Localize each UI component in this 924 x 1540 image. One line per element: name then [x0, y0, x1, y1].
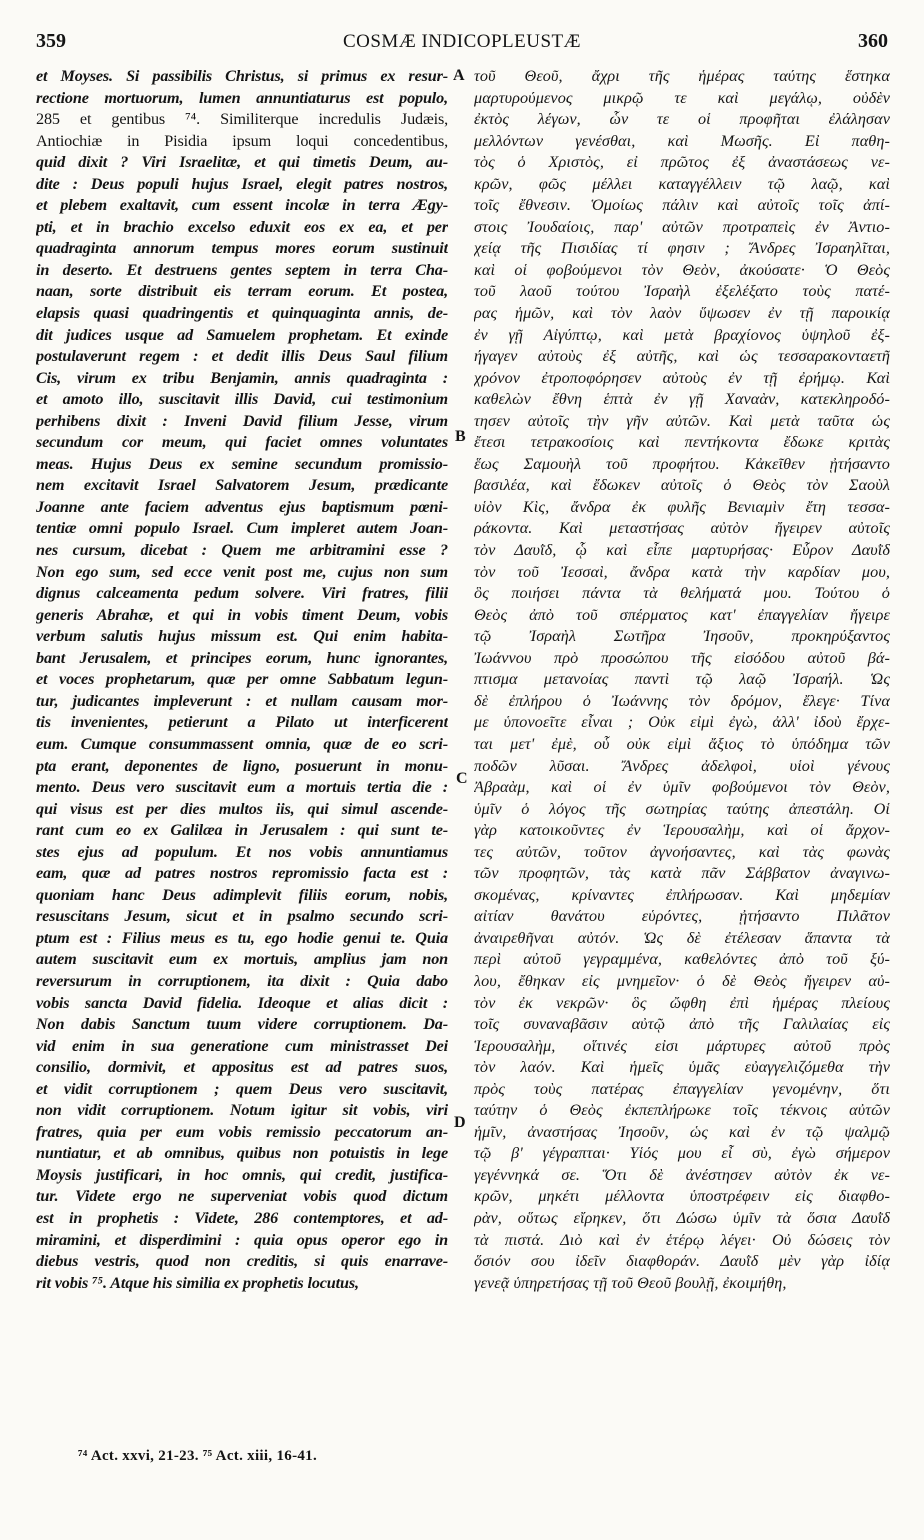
latin-column — [36, 66, 448, 1442]
greek-line: πτισμα μετανοίας παντὶ τῷ λαῷ Ἰσραήλ. Ὡς — [474, 670, 890, 689]
greek-line: κρῶν, φῶς μέλλει καταγγέλλειν τῷ λαῷ, καὶ — [474, 174, 890, 193]
latin-line: vobis sancta David fidelia. Ideoque et alias dicit : — [36, 993, 448, 1012]
greek-line: τοῖς συναναβᾶσιν αὐτῷ ἀπὸ τῆς Γαλιλαίας εἰς — [474, 1015, 890, 1034]
latin-line: et plebem exaltavit, cum essent incolæ in terra Ægy- — [36, 196, 448, 215]
greek-line: ὑμῖν ὁ λόγος τῆς σωτηρίας ταύτης ἀπεστάλη. Οἱ — [474, 799, 890, 818]
greek-line: ὃς ποιήσει πάντα τὰ θελήματά μου. Τούτου ὁ — [474, 584, 890, 603]
greek-line: γὰρ κατοικοῦντες ἐν Ἱερουσαλὴμ, καὶ οἱ ἄρχον- — [474, 821, 890, 840]
latin-line: consilio, dormivit, et appositus est ad patres suos, — [36, 1058, 448, 1077]
greek-line: ρὰν, οὕτως εἴρηκεν, ὅτι Δώσω ὑμῖν τὰ ὅσια Δαυῒδ — [474, 1208, 890, 1227]
latin-line: resuscitans Jesum, sicut et in psalmo secundo scri- — [36, 907, 448, 926]
latin-line: pta erant, deponentes de ligno, posuerunt in monu- — [36, 756, 448, 775]
latin-line: in deserto. Et destruens gentes septem in terra Cha- — [36, 260, 448, 279]
greek-line: μαρτυρούμενος μικρῷ τε καὶ μεγάλῳ, οὐδὲν — [474, 88, 890, 107]
latin-line: Non ego sum, sed ecce venit post me, cujus non sum — [36, 562, 448, 581]
latin-line: diebus vestris, quod non creditis, si quis enarrave- — [36, 1252, 448, 1271]
greek-line: γενεᾷ ὑπηρετήσας τῇ τοῦ Θεοῦ βουλῇ, ἐκοιμήθη, — [474, 1273, 787, 1292]
latin-line: et Moyses. Si passibilis Christus, si primus ex resur- — [36, 67, 448, 85]
latin-line: meas. Hujus Deus ex semine secundum promissio- — [36, 454, 448, 473]
greek-line: πρὸς τοὺς πατέρας ἐπαγγελίαν γενομένην, ὅτι — [474, 1079, 890, 1098]
greek-line: χείᾳ τῆς Πισιδίας τί φησιν ; Ἄνδρες Ἰσραηλῖται, — [474, 239, 890, 258]
latin-line: rectione mortuorum, lumen annuntiaturus est populo, — [36, 88, 448, 107]
greek-line: υἱὸν Κὶς, ἄνδρα ἐκ φυλῆς Βενιαμὶν ἔτη τεσσα- — [474, 497, 890, 516]
section-marker-d: D — [454, 1114, 466, 1131]
latin-line: et vidit corruptionem ; quem Deus vero suscitavit, — [36, 1079, 448, 1098]
latin-line: quadraginta annorum tempus mores eorum sustinuit — [36, 239, 448, 258]
latin-line: et amoto illo, suscitavit illis David, cui testimonium — [36, 390, 448, 409]
greek-line: Ἀβραὰμ, καὶ οἱ ἐν ὑμῖν φοβούμενοι τὸν Θεὸν, — [474, 778, 890, 797]
greek-line: τὸς ὁ Χριστὸς, εἰ πρῶτος ἐξ ἀναστάσεως νε- — [474, 153, 890, 172]
greek-line: μελλόντων γενέσθαι, καὶ Μωσῆς. Εἰ παθη- — [474, 131, 890, 150]
greek-line: ήγαγεν αὐτοὺς ἐξ αὐτῆς, καὶ ὡς τεσσαρακονταετῆ — [474, 347, 890, 366]
latin-line: qui visus est per dies multos iis, qui simul ascende- — [36, 799, 448, 818]
latin-line: tis invenientes, petierunt a Pilato ut interficerent — [36, 713, 448, 732]
latin-line: Cis, virum ex tribu Benjamin, annis quadraginta : — [36, 368, 448, 387]
latin-line: quoniam hanc Deus adimplevit filiis eorum, nobis, — [36, 885, 448, 904]
greek-line: ράκοντα. Καὶ μεταστήσας αὐτὸν ἤγειρεν αὐτοῖς — [474, 519, 890, 538]
latin-line: verbum salutis hujus missum est. Qui enim habita- — [36, 627, 448, 646]
greek-line: περὶ αὐτοῦ γεγραμμένα, καθελόντες ἀπὸ τοῦ ξύ- — [474, 950, 890, 969]
greek-line: ρας ἡμῶν, καὶ τὸν λαὸν ὕψωσεν ἐν τῇ παροικίᾳ — [474, 304, 890, 323]
greek-line: τες αὐτῶν, τοῦτον ἀγνοήσαντες, καὶ τὰς φωνὰς — [474, 842, 890, 861]
greek-line: τῷ β' γέγραπται· Υἱός μου εἶ σὺ, ἐγὼ σήμερον — [474, 1144, 890, 1163]
latin-line: quid dixit ? Viri Israelitæ, et qui timetis Deum, au- — [36, 153, 448, 172]
latin-line: Moysis justificari, in hoc omnis, qui credit, justifica- — [36, 1165, 448, 1184]
greek-line: τὸν ἐκ νεκρῶν· ὃς ὤφθη ἐπὶ ἡμέρας πλείους — [474, 993, 890, 1012]
greek-line: τῷ Ἰσραὴλ Σωτῆρα Ἰησοῦν, προκηρύξαντος — [474, 627, 890, 646]
page-number-right: 360 — [858, 30, 888, 52]
greek-line: ται μετ' ἐμὲ, οὗ οὐκ εἰμὶ ἄξιος τὸ ὑπόδημα τῶν — [474, 734, 890, 753]
greek-line: Ἱερουσαλὴμ, οἵτινές εἰσι μάρτυρες αὐτοῦ πρὸς — [474, 1036, 890, 1055]
greek-line: ἡμῖν, ἀναστήσας Ἰησοῦν, ὡς καὶ ἐν τῷ ψαλμῷ — [474, 1122, 890, 1141]
latin-line: dit judices usque ad Samuelem prophetam. Et exinde — [36, 325, 448, 344]
latin-line: eam, quæ ad patres nostros repromissio facta est : — [36, 864, 448, 883]
latin-line: miramini, et disperdimini : quia opus operor ego in — [36, 1230, 448, 1249]
latin-line: tur, judicantes impleverunt : et nullam causam mor- — [36, 691, 448, 710]
greek-line: ποδῶν λῦσαι. Ἄνδρες ἀδελφοὶ, υἱοὶ γένους — [474, 756, 890, 775]
latin-line: Joanne ante faciem adventus ejus baptismum pœni- — [36, 497, 448, 516]
latin-line: est in prophetis : Videte, 286 contemptores, et ad- — [36, 1208, 448, 1227]
latin-line: nes cursum, dicebat : Quem me arbitramini esse ? — [36, 541, 448, 560]
greek-line: καθελὼν ἔθνη ἑπτὰ ἐν γῇ Χαναὰν, κατεκληροδό- — [474, 390, 890, 409]
greek-line: δὲ ἐπλήρου ὁ Ἰωάννης τὸν δρόμον, ἔλεγε· Τίνα — [474, 691, 890, 710]
latin-line: elapsis quasi quadringentis et quinquaginta annis, de- — [36, 304, 448, 323]
greek-line: βασιλέα, καὶ ἔδωκεν αὐτοῖς ὁ Θεὸς τὸν Σαοὺλ — [474, 476, 890, 495]
section-marker-c: C — [456, 770, 468, 787]
greek-line: ἐν γῇ Αἰγύπτῳ, καὶ μετὰ βραχίονος ὑψηλοῦ ἐξ- — [474, 325, 890, 344]
latin-line: naan, sorte distribuit eis terram eorum. Et postea, — [36, 282, 448, 301]
greek-line: ἀναιρεθῆναι αὐτόν. Ὡς δὲ ἐτέλεσαν ἅπαντα τὰ — [474, 928, 890, 947]
greek-line: τοῖς ἔθνεσιν. Ὁμοίως πάλιν καὶ αὐτοῖς τοῖς ἀπί- — [474, 196, 890, 215]
greek-line: ταύτην ὁ Θεὸς ἐκπεπλήρωκε τοῖς τέκνοις αὐτῶν — [474, 1101, 890, 1120]
greek-line: με ὑπονοεῖτε εἶναι ; Οὐκ εἰμὶ ἐγὼ, ἀλλ' ἰδοὺ ἔρχε- — [474, 713, 890, 732]
latin-line: mento. Deus vero suscitavit eum a mortuis tertia die : — [36, 778, 448, 797]
greek-line: Ἰωάννου πρὸ προσώπου τῆς εἰσόδου αὐτοῦ βά- — [474, 648, 890, 667]
latin-line: nuntiatur, et ab omnibus, quibus non potuistis in lege — [36, 1144, 448, 1163]
latin-line: 285 et gentibus ⁷⁴. Similiterque incredulis Judæis, — [36, 110, 448, 129]
latin-line: tur. Videte ergo ne superveniat vobis quod dictum — [36, 1187, 448, 1206]
latin-line: dignus calceamenta pedum solvere. Viri fratres, filii — [36, 584, 448, 603]
latin-line: tentiæ omni populo Israel. Cum impleret autem Joan- — [36, 519, 448, 538]
latin-line: autem suscitavit eum ex mortuis, amplius jam non — [36, 950, 448, 969]
latin-line: generis Abrahæ, et qui in vobis timent Deum, vobis — [36, 605, 448, 624]
page-header — [36, 30, 888, 60]
greek-line: τοῦ λαοῦ τούτου Ἰσραὴλ ἐξελέξατο τοὺς πατέ- — [474, 282, 890, 301]
greek-line: αἰτίαν θανάτου εὑρόντες, ᾐτήσαντο Πιλᾶτον — [474, 907, 890, 926]
greek-line: τὰ πιστά. Διὸ καὶ ἐν ἑτέρῳ λέγει· Οὐ δώσεις τὸν — [474, 1230, 890, 1249]
latin-line: Non dabis Sanctum tuum videre corruptionem. Da- — [36, 1015, 448, 1034]
greek-line: γεγέννηκά σε. Ὅτι δὲ ἀνέστησεν αὐτὸν ἐκ νε- — [474, 1165, 890, 1184]
greek-line: τοῦ Θεοῦ, ἄχρι τῆς ἡμέρας ταύτης ἕστηκα — [474, 67, 890, 85]
footnotes: ⁷⁴ Act. xxvi, 21-23. ⁷⁵ Act. xiii, 16-41. — [78, 1448, 318, 1464]
greek-line: ἔτεσι τετρακοσίοις καὶ πεντήκοντα ἔδωκε κριτὰς — [474, 433, 890, 452]
greek-line: σκομένας, κρίναντες ἐπλήρωσαν. Καὶ μηδεμίαν — [474, 885, 890, 904]
latin-line: pti, et in brachio excelso eduxit eos ex ea, et per — [36, 217, 448, 236]
page-number-left: 359 — [36, 30, 66, 52]
greek-line: ἐκτὸς λέγων, ὧν τε οἱ προφῆται ἐλάλησαν — [474, 110, 890, 129]
latin-line: reversurum in corruptionem, ita dixit : Quia dabo — [36, 971, 448, 990]
latin-line: nem excitavit Israel Salvatorem Jesum, prædicante — [36, 476, 448, 495]
greek-line: τησεν αὐτοῖς τὴν γῆν αὐτῶν. Καὶ μετὰ ταῦτα ὡς — [474, 411, 890, 430]
greek-line: καὶ οἱ φοβούμενοι τὸν Θεὸν, ἀκούσατε· Ὁ Θεὸς — [474, 260, 890, 279]
latin-line: eum. Cumque consummassent omnia, quæ de eo scri- — [36, 734, 448, 753]
greek-line: κρῶν, μηκέτι μέλλοντα ὑποστρέφειν εἰς διαφθο- — [474, 1187, 890, 1206]
latin-line: rit vobis ⁷⁵. Atque his similia ex prophetis locutus, — [36, 1273, 359, 1292]
latin-line: bant Jerusalem, et principes eorum, hunc ignorantes, — [36, 648, 448, 667]
section-marker-b: B — [455, 428, 466, 445]
latin-line: secundum cor meum, qui faciet omnes voluntates — [36, 433, 448, 452]
running-title: COSMÆ INDICOPLEUSTÆ — [342, 31, 582, 52]
greek-line: λου, ἔθηκαν εἰς μνημεῖον· ὁ δὲ Θεὸς ἤγειρεν αὐ- — [474, 971, 890, 990]
latin-line: stes ejus ad populum. Et nos vobis annuntiamus — [36, 842, 448, 861]
latin-line: et voces prophetarum, quæ per omne Sabbatum legun- — [36, 670, 448, 689]
latin-line: postulaverunt regem : et dedit illis Deus Saul filium — [36, 347, 448, 366]
greek-column — [474, 66, 890, 1442]
latin-line: perhibens dixit : Inveni David filium Jesse, virum — [36, 411, 448, 430]
greek-line: τὸν τοῦ Ἰεσσαὶ, ἄνδρα κατὰ τὴν καρδίαν μου, — [474, 562, 890, 581]
greek-line: χρόνον ἐτροποφόρησεν αὐτοὺς ἐν τῇ ἐρήμῳ. Καὶ — [474, 368, 890, 387]
latin-line: ptum est : Filius meus es tu, ego hodie genui te. Quia — [36, 928, 448, 947]
greek-line: τῶν προφητῶν, τὰς κατὰ πᾶν Σάββατον ἀναγινω- — [474, 864, 890, 883]
greek-line: στοις Ἰουδαίοις, παρ' αὐτῶν προτραπεὶς ἐν Ἀντιο- — [474, 217, 890, 236]
latin-line: vid enim in sua generatione cum ministrasset Dei — [36, 1036, 448, 1055]
latin-line: rant cum eo ex Galilæa in Jerusalem : qui sunt te- — [36, 821, 448, 840]
section-marker-a: A — [453, 67, 465, 84]
greek-line: Θεὸς ἀπὸ τοῦ σπέρματος κατ' ἐπαγγελίαν ἤγειρε — [474, 605, 890, 624]
latin-line: Antiochiæ in Pisidia ipsum loqui concedentibus, — [36, 131, 448, 150]
greek-line: τὸν λαόν. Καὶ ἡμεῖς ὑμᾶς εὐαγγελιζόμεθα τὴν — [474, 1058, 890, 1077]
greek-line: ὅσιόν σου ἰδεῖν διαφθοράν. Δαυῒδ μὲν γὰρ ἰδίᾳ — [474, 1252, 890, 1271]
greek-line: ἕως Σαμουὴλ τοῦ προφήτου. Κἀκεῖθεν ᾐτήσαντο — [474, 454, 890, 473]
latin-line: dite : Deus populi hujus Israel, elegit patres nostros, — [36, 174, 448, 193]
latin-line: non vidit corruptionem. Notum igitur sit vobis, viri — [36, 1101, 448, 1120]
greek-line: τὸν Δαυῒδ, ᾧ καὶ εἶπε μαρτυρήσας· Εὗρον Δαυῒδ — [474, 541, 890, 560]
latin-line: fratres, quia per eum vobis remissio peccatorum an- — [36, 1122, 448, 1141]
